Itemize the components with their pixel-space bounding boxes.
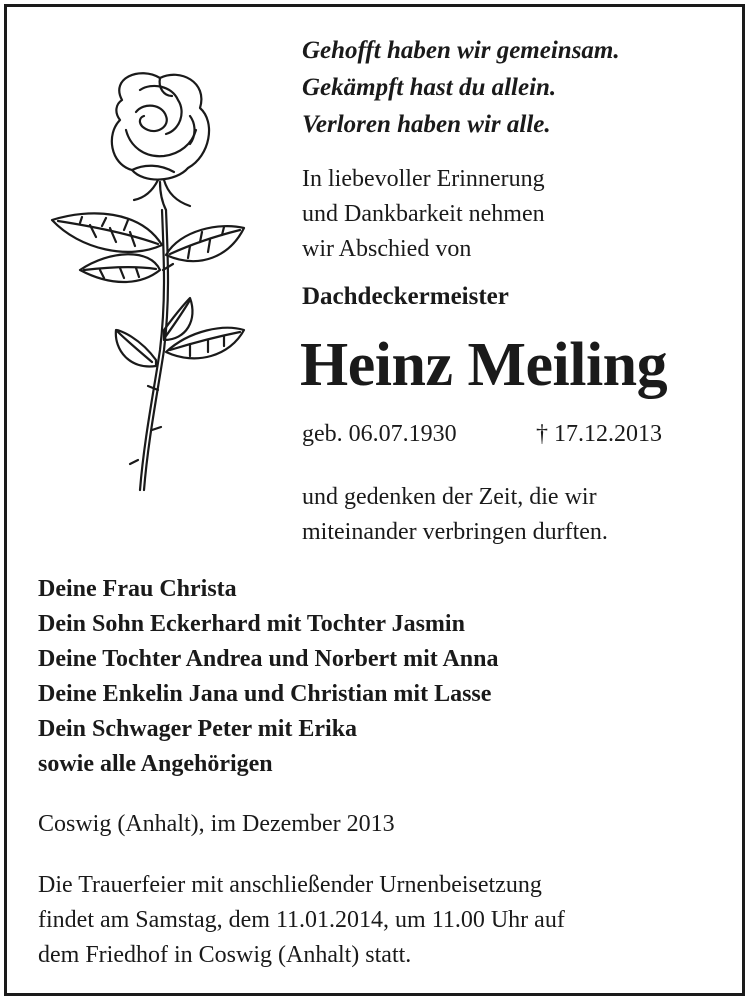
death-date: † 17.12.2013 bbox=[536, 421, 662, 447]
family-member: sowie alle Angehörigen bbox=[38, 751, 273, 777]
remembrance-line: miteinander verbringen durften. bbox=[302, 519, 608, 545]
poem bbox=[302, 32, 620, 143]
intro-line: wir Abschied von bbox=[302, 236, 472, 262]
rose-icon bbox=[40, 60, 250, 510]
poem-line: Gekämpft hast du allein. bbox=[302, 74, 557, 101]
family-member: Dein Schwager Peter mit Erika bbox=[38, 716, 358, 742]
funeral-line: findet am Samstag, dem 11.01.2014, um 11.00 Uhr auf bbox=[38, 907, 565, 933]
remembrance-text bbox=[302, 480, 608, 550]
family-list bbox=[38, 572, 499, 782]
family-member: Deine Tochter Andrea und Norbert mit Anna bbox=[38, 646, 499, 672]
birth-date: geb. 06.07.1930 bbox=[302, 421, 457, 447]
family-member: Deine Enkelin Jana und Christian mit Lasse bbox=[38, 681, 492, 707]
funeral-line: dem Friedhof in Coswig (Anhalt) statt. bbox=[38, 942, 412, 968]
place-date: Coswig (Anhalt), im Dezember 2013 bbox=[38, 811, 395, 837]
intro-text bbox=[302, 162, 545, 267]
funeral-line: Die Trauerfeier mit anschließender Urnenbeisetzung bbox=[38, 872, 542, 898]
deceased-title: Dachdeckermeister bbox=[302, 283, 509, 310]
family-member: Deine Frau Christa bbox=[38, 576, 237, 602]
poem-line: Gehofft haben wir gemeinsam. bbox=[302, 37, 620, 64]
intro-line: und Dankbarkeit nehmen bbox=[302, 201, 545, 227]
family-member: Dein Sohn Eckerhard mit Tochter Jasmin bbox=[38, 611, 465, 637]
remembrance-line: und gedenken der Zeit, die wir bbox=[302, 484, 597, 510]
deceased-name: Heinz Meiling bbox=[300, 331, 668, 399]
funeral-info bbox=[38, 868, 565, 973]
poem-line: Verloren haben wir alle. bbox=[302, 111, 551, 138]
intro-line: In liebevoller Erinnerung bbox=[302, 166, 545, 192]
